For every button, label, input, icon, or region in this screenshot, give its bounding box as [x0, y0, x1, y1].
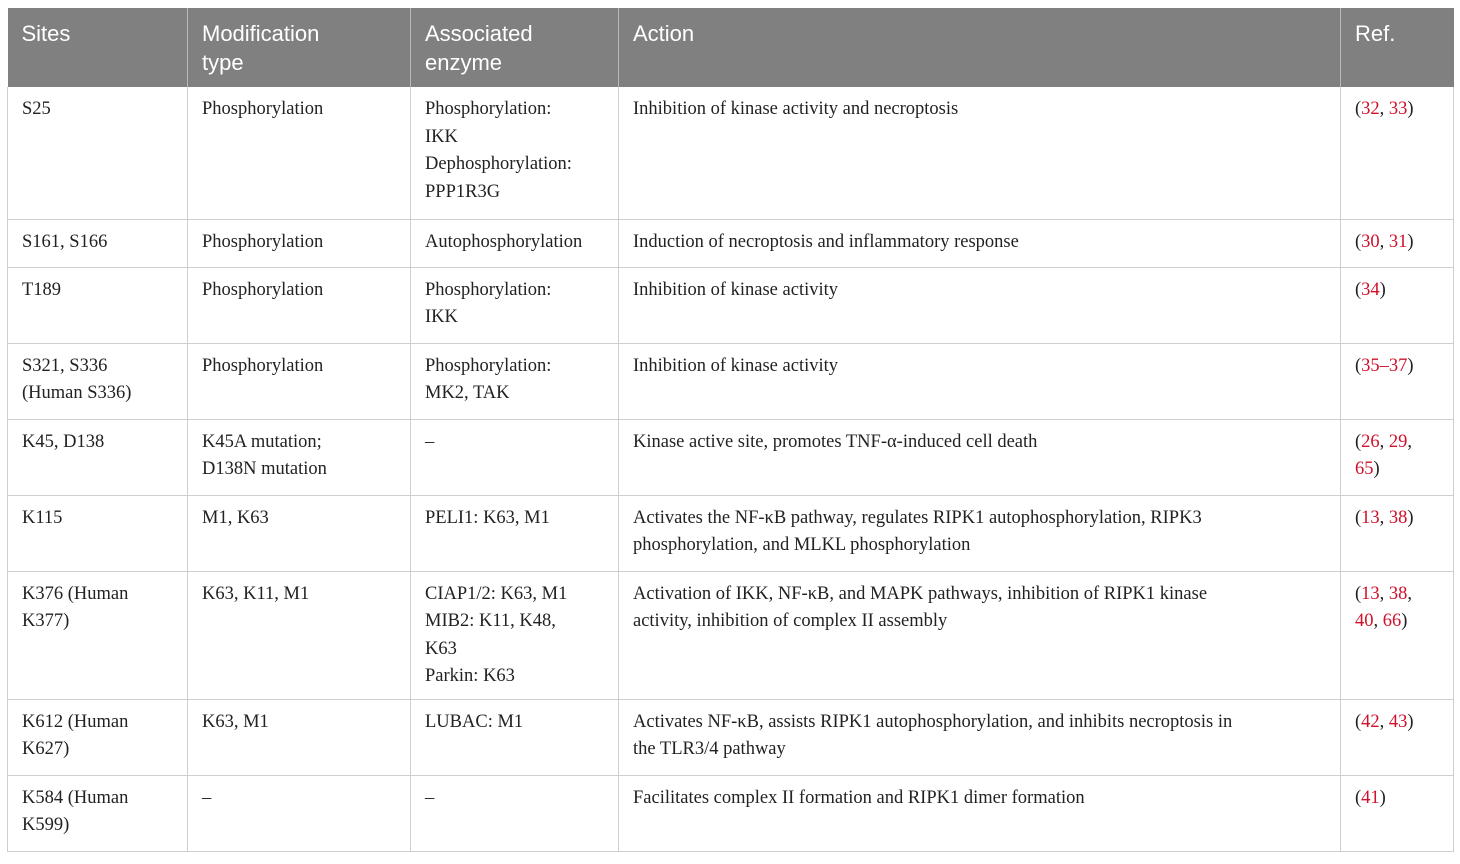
- ref-punctuation: ,: [1379, 711, 1389, 732]
- ref-cell: [1341, 699, 1454, 775]
- action-cell-line: Activates the NF-κB pathway, regulates RIPK1 autophosphorylation, RIPK3: [633, 507, 1202, 528]
- associated-enzyme-cell-line: Autophosphorylation: [425, 231, 583, 252]
- action-cell: [619, 495, 1341, 571]
- site-cell-line: S25: [22, 99, 51, 119]
- associated-enzyme-cell: [411, 495, 619, 571]
- table-row: [8, 343, 1454, 419]
- ref-punctuation: ,: [1407, 583, 1413, 604]
- modification-type-cell: [188, 87, 411, 219]
- modification-type-cell-line: –: [202, 787, 212, 808]
- site-cell: [8, 219, 188, 267]
- modification-type-cell: [188, 419, 411, 495]
- ref-punctuation: (: [1355, 507, 1362, 528]
- table-row: [8, 775, 1454, 851]
- ref-cell: [1341, 219, 1454, 267]
- modification-type-cell: [188, 699, 411, 775]
- site-cell: [8, 419, 188, 495]
- ref-cell: [1341, 419, 1454, 495]
- site-cell: [8, 343, 188, 419]
- action-cell-line: Inhibition of kinase activity and necroptosis: [633, 99, 959, 119]
- modification-type-cell: [188, 495, 411, 571]
- ref-punctuation: (: [1355, 583, 1362, 604]
- ref-punctuation: ): [1407, 355, 1414, 376]
- action-cell-line: Facilitates complex II formation and RIPK1 dimer formation: [633, 787, 1085, 808]
- table-row: [8, 419, 1454, 495]
- reference-link[interactable]: 26: [1361, 431, 1380, 452]
- associated-enzyme-cell: [411, 343, 619, 419]
- table-row: [8, 87, 1454, 219]
- reference-link[interactable]: 66: [1382, 611, 1402, 631]
- associated-enzyme-cell: [411, 699, 619, 775]
- ref-cell: [1341, 495, 1454, 571]
- associated-enzyme-cell-line: CIAP1/2: K63, M1: [425, 583, 568, 604]
- site-cell-line: K377): [22, 611, 70, 631]
- associated-enzyme-cell-line: PELI1: K63, M1: [425, 507, 550, 528]
- action-cell-line: Induction of necroptosis and inflammatory response: [633, 231, 1019, 252]
- reference-link[interactable]: 30: [1361, 231, 1380, 252]
- site-cell: [8, 267, 188, 343]
- reference-link[interactable]: 29: [1388, 431, 1408, 452]
- action-cell-line: activity, inhibition of complex II assembly: [633, 611, 948, 631]
- associated-enzyme-cell: [411, 571, 619, 699]
- table-row: [8, 699, 1454, 775]
- ref-punctuation: ): [1379, 787, 1386, 808]
- table-body: [8, 87, 1454, 851]
- modification-type-cell: [188, 219, 411, 267]
- modification-type-cell-line: D138N mutation: [202, 459, 327, 479]
- reference-link[interactable]: 33: [1388, 99, 1408, 119]
- reference-link[interactable]: 40: [1355, 611, 1374, 631]
- site-cell-line: K599): [22, 815, 70, 835]
- ref-punctuation: ,: [1373, 611, 1383, 631]
- ref-cell: [1341, 775, 1454, 851]
- reference-link[interactable]: 43: [1388, 711, 1408, 732]
- ripk1-modification-table: [7, 8, 1454, 852]
- ref-cell: [1341, 571, 1454, 699]
- site-cell-line: K584 (Human: [22, 787, 129, 808]
- modification-type-cell: [188, 571, 411, 699]
- action-cell: [619, 699, 1341, 775]
- site-cell-line: K115: [22, 507, 63, 528]
- associated-enzyme-cell: [411, 87, 619, 219]
- action-cell-line: Inhibition of kinase activity: [633, 355, 838, 376]
- ref-punctuation: ,: [1379, 231, 1389, 252]
- ref-punctuation: (: [1355, 355, 1362, 376]
- modification-type-cell-line: Phosphorylation: [202, 99, 324, 119]
- associated-enzyme-cell-line: MK2, TAK: [425, 383, 510, 403]
- associated-enzyme-cell: [411, 267, 619, 343]
- modification-type-cell-line: K63, M1: [202, 711, 269, 732]
- reference-link[interactable]: 35–37: [1361, 355, 1408, 376]
- action-cell-line: Activates NF-κB, assists RIPK1 autophosphorylation, and inhibits necroptosis in: [633, 711, 1233, 732]
- site-cell: [8, 571, 188, 699]
- action-cell: [619, 267, 1341, 343]
- header-modification-type-label: Modification type: [202, 21, 320, 75]
- ref-punctuation: ,: [1379, 431, 1389, 452]
- modification-type-cell-line: K63, K11, M1: [202, 583, 310, 604]
- site-cell-line: T189: [22, 279, 62, 300]
- ref-punctuation: (: [1355, 711, 1362, 732]
- modification-type-cell: [188, 267, 411, 343]
- modification-type-cell-line: K45A mutation;: [202, 431, 322, 452]
- ref-punctuation: ,: [1379, 99, 1389, 119]
- header-associated-enzyme-label: Associated enzyme: [425, 21, 533, 75]
- site-cell-line: (Human S336): [22, 383, 132, 403]
- modification-type-cell-line: Phosphorylation: [202, 355, 324, 376]
- action-cell-line: Inhibition of kinase activity: [633, 279, 838, 300]
- associated-enzyme-cell: [411, 775, 619, 851]
- associated-enzyme-cell-line: Phosphorylation:: [425, 355, 552, 376]
- ref-cell: [1341, 343, 1454, 419]
- ref-punctuation: ): [1407, 711, 1414, 732]
- action-cell: [619, 571, 1341, 699]
- modification-type-cell-line: M1, K63: [202, 507, 269, 528]
- reference-link[interactable]: 38: [1388, 583, 1408, 604]
- header-sites: Sites: [8, 8, 188, 87]
- action-cell: [619, 775, 1341, 851]
- associated-enzyme-cell: [411, 219, 619, 267]
- ref-punctuation: ): [1373, 459, 1380, 479]
- modification-type-cell-line: Phosphorylation: [202, 231, 324, 252]
- reference-link[interactable]: 13: [1361, 583, 1380, 604]
- table-row: [8, 219, 1454, 267]
- reference-link[interactable]: 38: [1388, 507, 1408, 528]
- reference-link[interactable]: 13: [1361, 507, 1380, 528]
- ref-punctuation: ,: [1407, 431, 1413, 452]
- reference-link[interactable]: 34: [1361, 279, 1380, 300]
- site-cell-line: S161, S166: [22, 231, 108, 252]
- ref-punctuation: (: [1355, 787, 1362, 808]
- associated-enzyme-cell: [411, 419, 619, 495]
- reference-link[interactable]: 32: [1361, 99, 1380, 119]
- ref-punctuation: (: [1355, 231, 1362, 252]
- ref-punctuation: (: [1355, 99, 1362, 119]
- associated-enzyme-cell-line: IKK: [425, 126, 458, 147]
- table-row: [8, 495, 1454, 571]
- associated-enzyme-cell-line: PPP1R3G: [425, 181, 501, 202]
- associated-enzyme-cell-line: –: [425, 431, 435, 452]
- action-cell-line: Kinase active site, promotes TNF-α-induced cell death: [633, 431, 1038, 452]
- reference-link[interactable]: 42: [1361, 711, 1380, 732]
- site-cell: [8, 495, 188, 571]
- associated-enzyme-cell-line: LUBAC: M1: [425, 711, 524, 732]
- site-cell: [8, 87, 188, 219]
- ref-punctuation: ): [1407, 507, 1414, 528]
- ref-punctuation: ,: [1379, 507, 1389, 528]
- reference-link[interactable]: 31: [1388, 231, 1408, 252]
- site-cell: [8, 775, 188, 851]
- header-associated-enzyme: [411, 8, 619, 87]
- associated-enzyme-cell-line: K63: [425, 638, 457, 659]
- action-cell: [619, 419, 1341, 495]
- action-cell: [619, 343, 1341, 419]
- site-cell-line: K627): [22, 739, 70, 759]
- action-cell: [619, 87, 1341, 219]
- site-cell-line: K376 (Human: [22, 583, 129, 604]
- table-row: [8, 571, 1454, 699]
- action-cell-line: phosphorylation, and MLKL phosphorylation: [633, 535, 971, 555]
- header-ref: Ref.: [1355, 21, 1396, 46]
- modification-type-cell: [188, 775, 411, 851]
- ref-punctuation: (: [1355, 431, 1362, 452]
- associated-enzyme-cell-line: IKK: [425, 307, 458, 327]
- action-cell-line: the TLR3/4 pathway: [633, 739, 786, 759]
- table-header-row: [8, 8, 1454, 87]
- ref-cell: [1341, 87, 1454, 219]
- ripk1-modification-table-container: [7, 8, 1453, 852]
- site-cell: [8, 699, 188, 775]
- reference-link[interactable]: 41: [1361, 787, 1380, 808]
- header-modification-type: [188, 8, 411, 87]
- ref-punctuation: ): [1407, 231, 1414, 252]
- ref-punctuation: ): [1401, 611, 1408, 631]
- site-cell-line: S321, S336: [22, 355, 108, 376]
- ref-punctuation: ): [1407, 99, 1414, 119]
- associated-enzyme-cell-line: MIB2: K11, K48,: [425, 611, 556, 631]
- ref-punctuation: ,: [1379, 583, 1389, 604]
- action-cell: [619, 219, 1341, 267]
- ref-punctuation: (: [1355, 279, 1362, 300]
- site-cell-line: K612 (Human: [22, 711, 129, 732]
- table-row: [8, 267, 1454, 343]
- associated-enzyme-cell-line: Parkin: K63: [425, 666, 515, 686]
- associated-enzyme-cell-line: Dephosphorylation:: [425, 154, 572, 174]
- associated-enzyme-cell-line: –: [425, 787, 435, 808]
- modification-type-cell-line: Phosphorylation: [202, 279, 324, 300]
- action-cell-line: Activation of IKK, NF-κB, and MAPK pathways, inhibition of RIPK1 kinase: [633, 583, 1208, 604]
- site-cell-line: K45, D138: [22, 431, 105, 452]
- modification-type-cell: [188, 343, 411, 419]
- associated-enzyme-cell-line: Phosphorylation:: [425, 279, 552, 300]
- ref-punctuation: ): [1379, 279, 1386, 300]
- associated-enzyme-cell-line: Phosphorylation:: [425, 99, 552, 119]
- reference-link[interactable]: 65: [1355, 459, 1374, 479]
- ref-cell: [1341, 267, 1454, 343]
- header-action: Action: [619, 8, 1341, 87]
